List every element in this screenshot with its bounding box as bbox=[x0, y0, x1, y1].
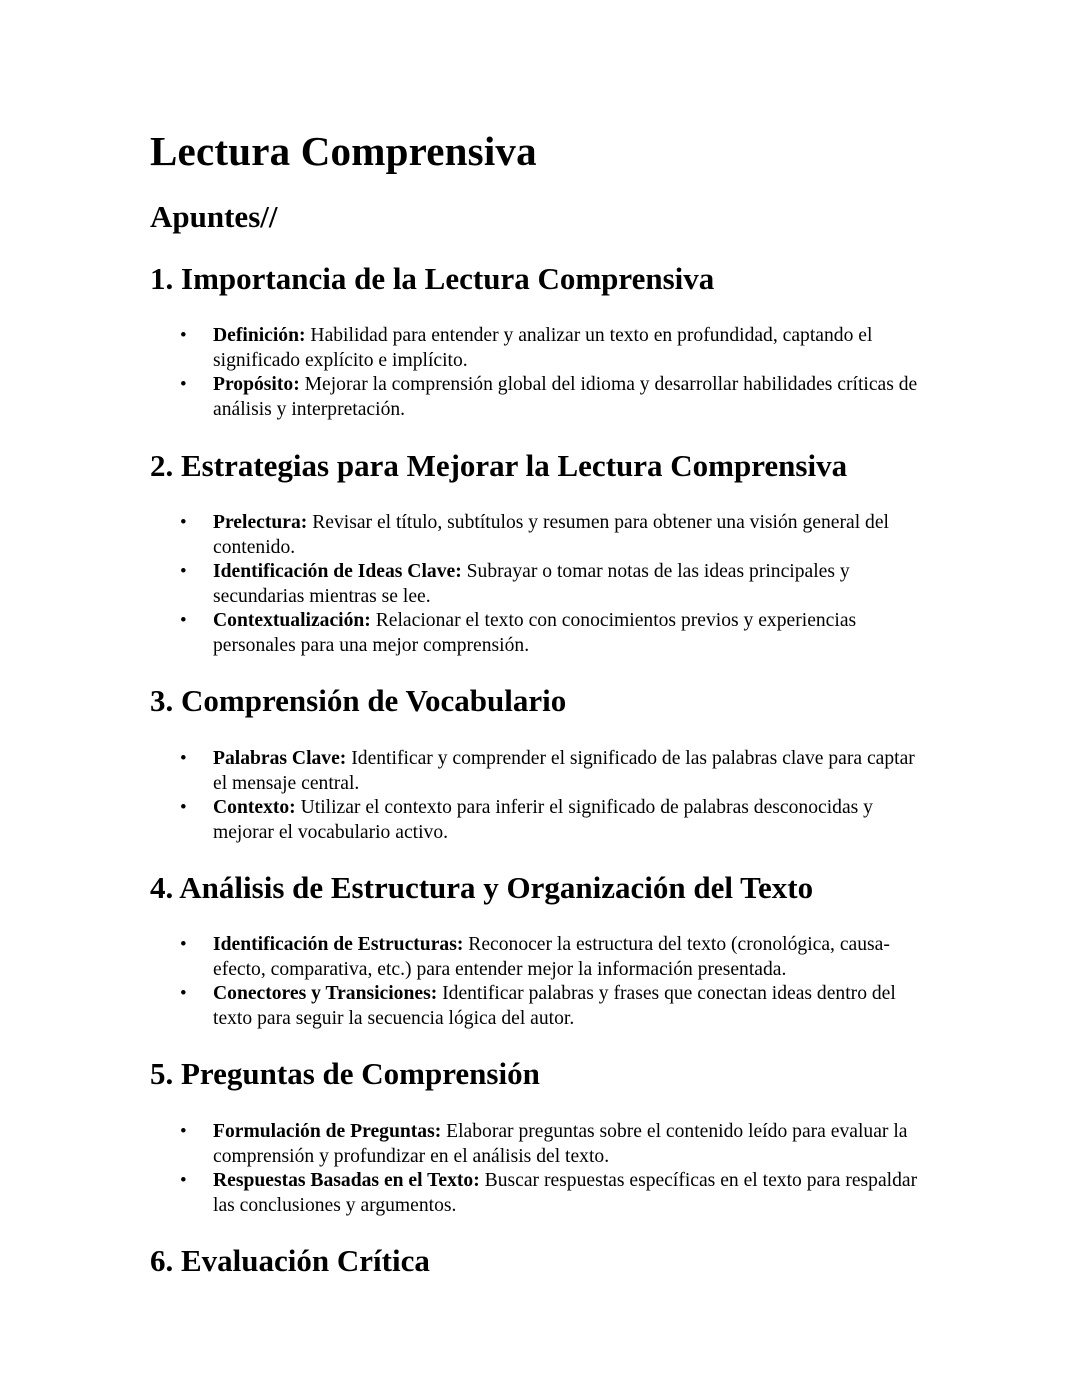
bullet-icon: • bbox=[180, 610, 187, 631]
bullet-icon: • bbox=[180, 325, 187, 346]
list-item bbox=[150, 560, 933, 609]
list-item bbox=[150, 747, 933, 796]
bullet-icon: • bbox=[180, 797, 187, 818]
item-term: Palabras Clave: bbox=[213, 748, 347, 769]
item-term: Contexto: bbox=[213, 797, 296, 818]
section-heading: 3. Comprensión de Vocabulario bbox=[150, 683, 567, 718]
item-text: Utilizar el contexto para inferir el significado de palabras desconocidas y mejorar el vocabulario activo. bbox=[213, 797, 873, 843]
bullet-icon: • bbox=[180, 512, 187, 533]
section-heading: 6. Evaluación Crítica bbox=[150, 1243, 430, 1278]
document-subtitle: Apuntes// bbox=[150, 199, 278, 234]
document-title: Lectura Comprensiva bbox=[150, 128, 537, 174]
section-preguntas bbox=[150, 1055, 950, 1218]
item-text: Habilidad para entender y analizar un texto en profundidad, captando el significado explícito e implícito. bbox=[213, 325, 873, 371]
bullet-list bbox=[150, 933, 950, 1031]
bullet-icon: • bbox=[180, 1121, 187, 1142]
item-text: Identificar y comprender el significado de las palabras clave para captar el mensaje central. bbox=[213, 748, 915, 794]
document-page bbox=[150, 126, 950, 1280]
bullet-icon: • bbox=[180, 1170, 187, 1191]
item-term: Conectores y Transiciones: bbox=[213, 983, 438, 1004]
section-estructura bbox=[150, 869, 950, 1031]
list-item bbox=[150, 982, 933, 1031]
item-text: Buscar respuestas específicas en el texto para respaldar las conclusiones y argumentos. bbox=[213, 1170, 918, 1216]
item-text: Elaborar preguntas sobre el contenido leído para evaluar la comprensión y profundizar en el análisis del texto. bbox=[213, 1121, 908, 1167]
section-heading: 2. Estrategias para Mejorar la Lectura Comprensiva bbox=[150, 448, 848, 483]
bullet-list bbox=[150, 511, 950, 658]
list-item bbox=[150, 933, 933, 982]
item-term: Prelectura: bbox=[213, 512, 308, 533]
item-text: Reconocer la estructura del texto (cronológica, causa-efecto, comparativa, etc.) para entender mejor la información presentada. bbox=[213, 934, 890, 980]
section-heading: 1. Importancia de la Lectura Comprensiva bbox=[150, 261, 715, 296]
item-text: Relacionar el texto con conocimientos previos y experiencias personales para una mejor comprensión. bbox=[213, 610, 857, 656]
section-heading: 4. Análisis de Estructura y Organización del Texto bbox=[150, 870, 814, 905]
item-text: Identificar palabras y frases que conectan ideas dentro del texto para seguir la secuencia lógica del autor. bbox=[213, 983, 896, 1029]
bullet-list bbox=[150, 324, 950, 422]
item-text: Revisar el título, subtítulos y resumen para obtener una visión general del contenido. bbox=[213, 512, 889, 558]
bullet-icon: • bbox=[180, 748, 187, 769]
list-item bbox=[150, 1120, 933, 1169]
list-item bbox=[150, 609, 933, 658]
item-term: Identificación de Estructuras: bbox=[213, 934, 464, 955]
list-item bbox=[150, 324, 933, 373]
bullet-list bbox=[150, 1120, 950, 1218]
item-term: Propósito: bbox=[213, 374, 300, 395]
bullet-icon: • bbox=[180, 374, 187, 395]
section-estrategias bbox=[150, 447, 950, 658]
section-vocabulario bbox=[150, 682, 950, 845]
bullet-icon: • bbox=[180, 934, 187, 955]
item-term: Identificación de Ideas Clave: bbox=[213, 561, 462, 582]
item-term: Definición: bbox=[213, 325, 306, 346]
section-importancia bbox=[150, 260, 950, 422]
item-text: Subrayar o tomar notas de las ideas principales y secundarias mientras se lee. bbox=[213, 561, 850, 607]
item-term: Respuestas Basadas en el Texto: bbox=[213, 1170, 480, 1191]
list-item bbox=[150, 511, 933, 560]
bullet-icon: • bbox=[180, 983, 187, 1004]
item-term: Formulación de Preguntas: bbox=[213, 1121, 442, 1142]
item-term: Contextualización: bbox=[213, 610, 371, 631]
list-item bbox=[150, 373, 933, 422]
bullet-list bbox=[150, 747, 950, 845]
list-item bbox=[150, 1169, 933, 1218]
section-heading: 5. Preguntas de Comprensión bbox=[150, 1056, 540, 1091]
section-evaluacion bbox=[150, 1242, 950, 1280]
list-item bbox=[150, 796, 933, 845]
item-text: Mejorar la comprensión global del idioma y desarrollar habilidades críticas de análisis y interpretación. bbox=[213, 374, 918, 420]
bullet-icon: • bbox=[180, 561, 187, 582]
